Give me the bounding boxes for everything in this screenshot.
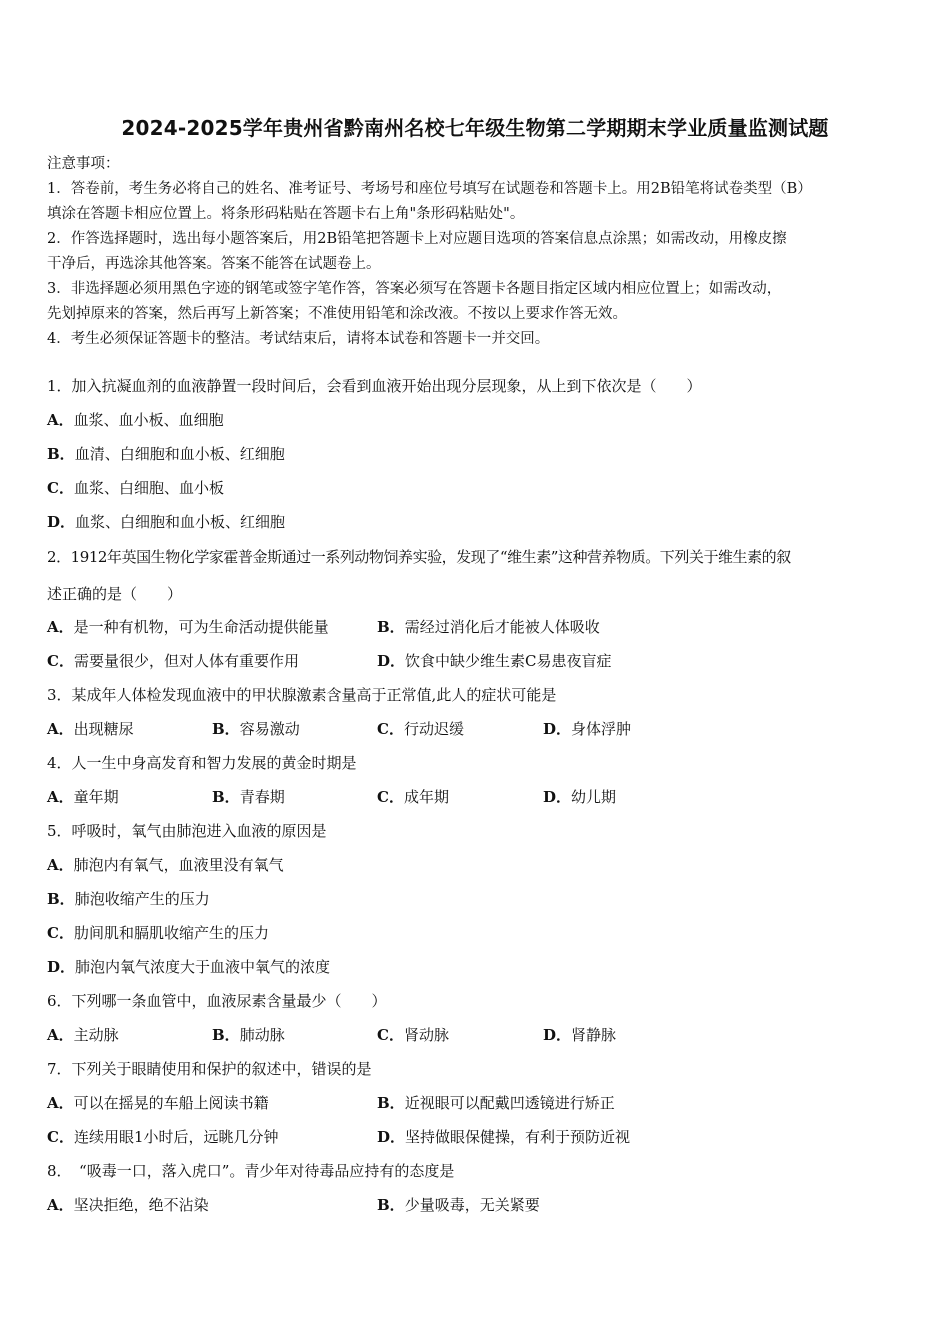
question-6-stem: 6．下列哪一条血管中，血液尿素含量最少（ ） bbox=[47, 992, 387, 1010]
notes-heading: 注意事项： bbox=[47, 156, 120, 172]
option-key: A． bbox=[47, 788, 74, 806]
option-text: 血浆、血小板、血细胞 bbox=[73, 411, 224, 429]
option-text: 是一种有机物，可为生命活动提供能量 bbox=[73, 618, 329, 636]
option-text: 成年期 bbox=[403, 788, 449, 806]
question-4-stem: 4．人一生中身高发育和智力发展的黄金时期是 bbox=[47, 754, 357, 772]
notes-line: 先划掉原来的答案，然后再写上新答案；不准使用铅笔和涂改液。不按以上要求作答无效。 bbox=[47, 306, 627, 322]
question-8-stem: 8． “吸毒一口，落入虎口”。青少年对待毒品应持有的态度是 bbox=[47, 1162, 455, 1180]
notes-line: 4．考生必须保证答题卡的整洁。考试结束后，请将本试卷和答题卡一并交回。 bbox=[47, 331, 550, 347]
option-6d bbox=[543, 1024, 616, 1045]
option-key: C． bbox=[377, 1026, 404, 1044]
option-3c bbox=[377, 718, 464, 739]
option-text: 肺泡收缩产生的压力 bbox=[74, 890, 210, 908]
option-key: B． bbox=[47, 445, 75, 463]
option-7d bbox=[377, 1126, 630, 1147]
option-1b bbox=[47, 443, 285, 464]
option-text: 少量吸毒，无关紧要 bbox=[404, 1196, 540, 1214]
option-text: 连续用眼1小时后，远眺几分钟 bbox=[73, 1128, 279, 1146]
option-7c bbox=[47, 1126, 279, 1147]
option-text: 青春期 bbox=[239, 788, 285, 806]
question-1-stem: 1．加入抗凝血剂的血液静置一段时间后，会看到血液开始出现分层现象，从上到下依次是（ ） bbox=[47, 377, 702, 395]
notes-line: 1．答卷前，考生务必将自己的姓名、准考证号、考场号和座位号填写在试题卷和答题卡上。用2B铅笔将试卷类型（B） bbox=[47, 181, 812, 197]
option-key: C． bbox=[47, 652, 74, 670]
option-key: B． bbox=[377, 1094, 405, 1112]
option-6b bbox=[212, 1024, 285, 1045]
option-text: 坚持做眼保健操，有利于预防近视 bbox=[405, 1128, 631, 1146]
option-key: D． bbox=[47, 513, 76, 531]
option-text: 饮食中缺少维生素C易患夜盲症 bbox=[405, 652, 612, 670]
option-key: C． bbox=[377, 720, 404, 738]
option-key: A． bbox=[47, 618, 74, 636]
option-text: 出现糖尿 bbox=[73, 720, 134, 738]
option-text: 肋间肌和膈肌收缩产生的压力 bbox=[73, 924, 269, 942]
option-2b bbox=[377, 616, 600, 637]
option-text: 肾动脉 bbox=[403, 1026, 449, 1044]
notes-section bbox=[47, 152, 907, 352]
option-text: 需要量很少，但对人体有重要作用 bbox=[73, 652, 299, 670]
option-4b bbox=[212, 786, 285, 807]
question-7-stem: 7．下列关于眼睛使用和保护的叙述中，错误的是 bbox=[47, 1060, 372, 1078]
option-4c bbox=[377, 786, 449, 807]
notes-line: 干净后，再选涂其他答案。答案不能答在试题卷上。 bbox=[47, 256, 381, 272]
option-1c bbox=[47, 477, 224, 498]
option-text: 主动脉 bbox=[73, 1026, 119, 1044]
option-key: A． bbox=[47, 856, 74, 874]
option-key: D． bbox=[543, 1026, 572, 1044]
option-key: D． bbox=[377, 1128, 406, 1146]
option-2d bbox=[377, 650, 612, 671]
option-key: A． bbox=[47, 720, 74, 738]
option-key: A． bbox=[47, 1026, 74, 1044]
option-key: A． bbox=[47, 1196, 74, 1214]
option-8b bbox=[377, 1194, 540, 1215]
option-1a bbox=[47, 409, 224, 430]
option-key: D． bbox=[543, 720, 572, 738]
option-text: 可以在摇晃的车船上阅读书籍 bbox=[73, 1094, 269, 1112]
option-4d bbox=[543, 786, 616, 807]
notes-line: 填涂在答题卡相应位置上。将条形码粘贴在答题卡右上角"条形码粘贴处"。 bbox=[47, 206, 525, 222]
option-5b bbox=[47, 888, 210, 909]
option-text: 幼儿期 bbox=[571, 788, 617, 806]
option-6a bbox=[47, 1024, 119, 1045]
option-2c bbox=[47, 650, 299, 671]
option-key: D． bbox=[47, 958, 76, 976]
option-key: C． bbox=[47, 479, 74, 497]
option-text: 需经过消化后才能被人体吸收 bbox=[404, 618, 600, 636]
option-text: 肺泡内有氧气，血液里没有氧气 bbox=[73, 856, 284, 874]
option-key: B． bbox=[212, 788, 240, 806]
question-2-stem-cont: 述正确的是（ ） bbox=[47, 585, 183, 603]
option-5d bbox=[47, 956, 330, 977]
option-key: D． bbox=[377, 652, 406, 670]
option-key: C． bbox=[47, 924, 74, 942]
question-3-stem: 3．某成年人体检发现血液中的甲状腺激素含量高于正常值,此人的症状可能是 bbox=[47, 686, 557, 704]
option-6c bbox=[377, 1024, 449, 1045]
notes-line: 2．作答选择题时，选出每小题答案后，用2B铅笔把答题卡上对应题目选项的答案信息点涂黑；如需改动，用橡皮擦 bbox=[47, 231, 787, 247]
option-key: B． bbox=[212, 1026, 240, 1044]
option-7b bbox=[377, 1092, 615, 1113]
option-3a bbox=[47, 718, 134, 739]
option-key: B． bbox=[47, 890, 75, 908]
option-7a bbox=[47, 1092, 269, 1113]
option-1d bbox=[47, 511, 285, 532]
option-2a bbox=[47, 616, 329, 637]
option-text: 血清、白细胞和血小板、红细胞 bbox=[74, 445, 285, 463]
option-4a bbox=[47, 786, 119, 807]
option-text: 坚决拒绝，绝不沾染 bbox=[73, 1196, 209, 1214]
option-text: 行动迟缓 bbox=[403, 720, 464, 738]
option-text: 血浆、白细胞、血小板 bbox=[73, 479, 224, 497]
option-text: 肺动脉 bbox=[239, 1026, 285, 1044]
option-3d bbox=[543, 718, 631, 739]
page-title: 2024-2025学年贵州省黔南州名校七年级生物第二学期期末学业质量监测试题 bbox=[121, 116, 829, 140]
notes-line: 3．非选择题必须用黑色字迹的钢笔或签字笔作答，答案必须写在答题卡各题目指定区域内相应位置上；如需改动， bbox=[47, 281, 782, 297]
option-key: A． bbox=[47, 1094, 74, 1112]
option-key: B． bbox=[377, 618, 405, 636]
option-key: B． bbox=[212, 720, 240, 738]
option-key: C． bbox=[47, 1128, 74, 1146]
option-key: D． bbox=[543, 788, 572, 806]
question-5-stem: 5．呼吸时，氧气由肺泡进入血液的原因是 bbox=[47, 822, 327, 840]
option-key: A． bbox=[47, 411, 74, 429]
option-text: 肾静脉 bbox=[571, 1026, 617, 1044]
option-text: 容易激动 bbox=[239, 720, 300, 738]
option-5a bbox=[47, 854, 284, 875]
option-text: 肺泡内氧气浓度大于血液中氧气的浓度 bbox=[75, 958, 331, 976]
option-text: 身体浮肿 bbox=[571, 720, 632, 738]
option-text: 近视眼可以配戴凹透镜进行矫正 bbox=[404, 1094, 615, 1112]
option-key: C． bbox=[377, 788, 404, 806]
option-text: 童年期 bbox=[73, 788, 119, 806]
option-text: 血浆、白细胞和血小板、红细胞 bbox=[75, 513, 286, 531]
option-5c bbox=[47, 922, 269, 943]
question-2-stem: 2．1912年英国生物化学家霍普金斯通过一系列动物饲养实验，发现了“维生素”这种营养物质。下列关于维生素的叙 bbox=[47, 548, 791, 566]
option-3b bbox=[212, 718, 300, 739]
option-8a bbox=[47, 1194, 209, 1215]
option-key: B． bbox=[377, 1196, 405, 1214]
